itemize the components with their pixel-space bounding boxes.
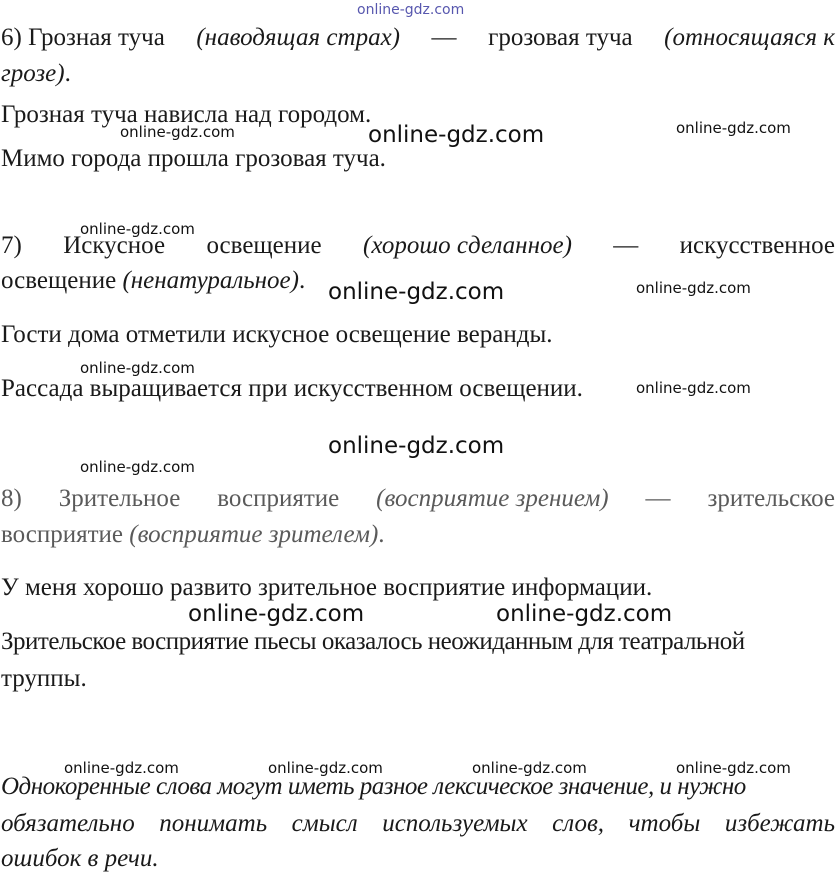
conclusion-word: понимать — [159, 810, 268, 837]
watermark-small: online-gdz.com — [268, 759, 383, 777]
section-8-second-word: зрительское — [707, 485, 835, 512]
watermark-large: online-gdz.com — [188, 601, 365, 627]
section-6-period: . — [64, 60, 71, 87]
conclusion-word: избежать — [724, 810, 835, 837]
section-7-number: 7) — [1, 232, 22, 259]
section-8-pair-line-2 — [1, 517, 835, 553]
section-6-second-gloss-start: (относящаяся к — [664, 24, 835, 51]
section-6-pair-line-2 — [1, 56, 835, 92]
section-6-first-gloss: (наводящая страх) — [196, 24, 400, 51]
section-7-first-gloss: (хорошо сделанное) — [363, 232, 572, 259]
section-7-second-gloss: (ненатуральное) — [122, 267, 299, 294]
watermark-small: online-gdz.com — [120, 123, 235, 141]
conclusion-word: чтобы — [628, 810, 701, 837]
watermark-small: online-gdz.com — [676, 759, 791, 777]
watermark-large: online-gdz.com — [368, 122, 545, 148]
section-6-pair-line-1 — [1, 20, 835, 56]
section-8-first-gloss: (восприятие зрением) — [376, 485, 609, 512]
section-8-example-2-line-1: Зрительское восприятие пьесы оказалось неожиданным для театральной — [1, 628, 745, 655]
conclusion-word: используемых — [382, 810, 528, 837]
section-7-second-word-b: освещение — [1, 267, 117, 294]
section-8-second-word-b: восприятие — [1, 521, 124, 548]
watermark-small: online-gdz.com — [676, 119, 791, 137]
section-8-period: . — [378, 521, 385, 548]
conclusion-word: слов, — [552, 810, 605, 837]
watermark-large: online-gdz.com — [496, 601, 673, 627]
watermark-large: online-gdz.com — [328, 433, 505, 459]
watermark-small: online-gdz.com — [636, 279, 751, 297]
watermark-small: online-gdz.com — [636, 379, 751, 397]
section-8-first-word-a: Зрительное — [58, 485, 181, 512]
conclusion-line-2 — [1, 806, 835, 842]
section-6-example-2: Мимо города прошла грозовая туча. — [1, 145, 386, 172]
watermark-small: online-gdz.com — [64, 759, 179, 777]
section-8-first-word-b: восприятие — [217, 485, 340, 512]
conclusion-word: смысл — [291, 810, 358, 837]
conclusion-line-3: ошибок в речи. — [1, 845, 159, 872]
conclusion-line-1: Однокоренные слова могут иметь разное лексическое значение, и нужно — [1, 773, 746, 800]
section-8-dash: — — [645, 485, 671, 512]
section-6-gloss-end: грозе) — [1, 60, 65, 87]
watermark-large: online-gdz.com — [328, 279, 505, 305]
section-7-example-2: Рассада выращивается при искусственном освещении. — [1, 375, 583, 402]
section-7-example-1: Гости дома отметили искусное освещение веранды. — [1, 321, 553, 348]
section-8-number: 8) — [1, 485, 22, 512]
section-8-second-gloss: (восприятие зрителем) — [129, 521, 379, 548]
top-watermark: online-gdz.com — [357, 2, 465, 18]
section-6-example-1: Грозная туча нависла над городом. — [1, 101, 372, 128]
section-8-pair-line-1 — [1, 481, 835, 517]
section-6-second-phrase: грозовая туча — [488, 24, 633, 51]
section-6-first-phrase: Грозная туча — [28, 24, 165, 51]
watermark-small: online-gdz.com — [80, 220, 195, 238]
watermark-small: online-gdz.com — [472, 759, 587, 777]
section-6-number: 6) — [1, 24, 22, 51]
section-8-example-2-line-2: труппы. — [1, 665, 87, 692]
section-7-period: . — [298, 267, 306, 294]
watermark-small: online-gdz.com — [80, 458, 195, 476]
section-7-first-word-b: освещение — [206, 232, 322, 259]
section-7-first-word-a: Искусное — [63, 232, 166, 259]
section-7-dash: — — [613, 232, 639, 259]
section-6-dash: — — [431, 24, 457, 51]
section-7-second-word: искусственное — [679, 232, 835, 259]
conclusion-word: обязательно — [1, 810, 135, 837]
watermark-small: online-gdz.com — [80, 359, 195, 377]
section-8-example-1: У меня хорошо развито зрительное восприятие информации. — [1, 574, 653, 601]
